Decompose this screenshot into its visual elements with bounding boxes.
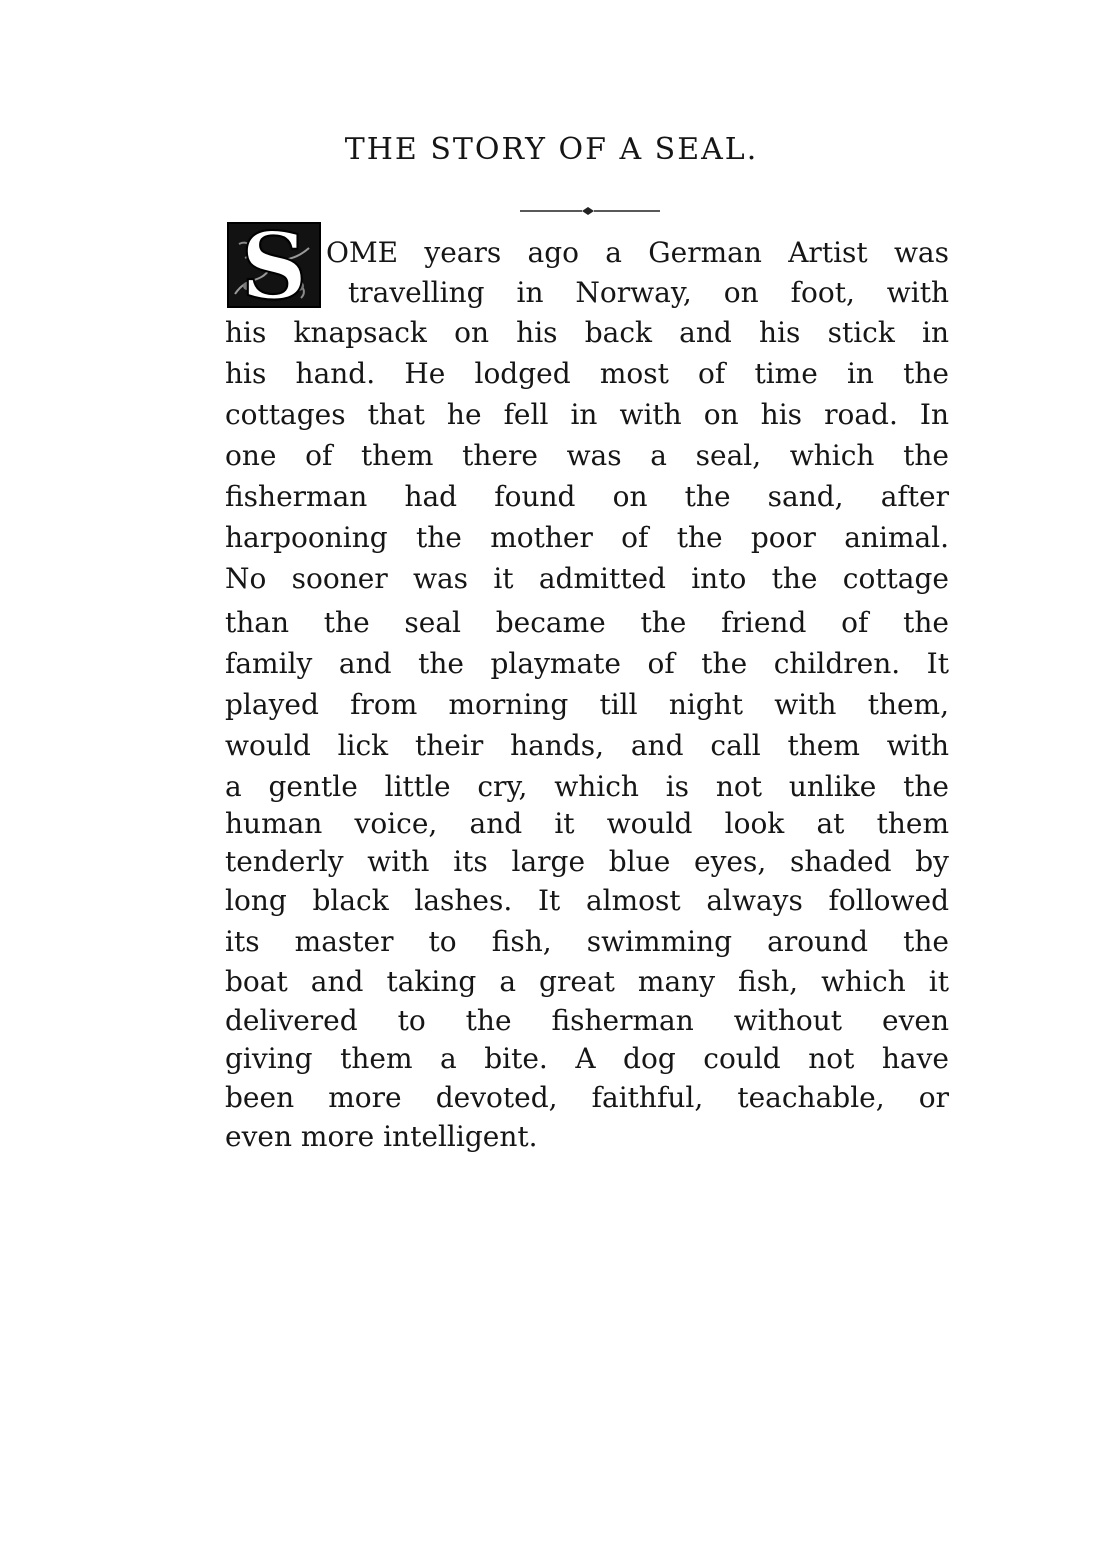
text-line: long black lashes. It almost always followed <box>225 884 949 917</box>
text-line: delivered to the fisherman without even <box>225 1004 949 1037</box>
text-line: one of them there was a seal, which the <box>225 439 949 472</box>
text-line: harpooning the mother of the poor animal. <box>225 521 949 554</box>
drop-cap <box>227 222 321 308</box>
text-line: family and the playmate of the children. It <box>225 647 949 680</box>
text-line: a gentle little cry, which is not unlike the <box>225 770 949 803</box>
text-line: cottages that he fell in with on his road. In <box>225 398 949 431</box>
text-line: his hand. He lodged most of time in the <box>225 357 949 390</box>
text-line: human voice, and it would look at them <box>225 807 949 840</box>
drop-cap-letter: S <box>240 222 308 308</box>
text-line: OME years ago a German Artist was <box>326 236 949 269</box>
text-line: boat and taking a great many fish, which it <box>225 965 949 998</box>
text-line: travelling in Norway, on foot, with <box>348 276 949 309</box>
text-line: his knapsack on his back and his stick in <box>225 316 949 349</box>
divider-ornament-icon <box>520 205 660 217</box>
text-line: fisherman had found on the sand, after <box>225 480 949 513</box>
chapter-title: THE STORY OF A SEAL. <box>344 132 759 167</box>
text-line: giving them a bite. A dog could not have <box>225 1042 949 1075</box>
text-line: than the seal became the friend of the <box>225 606 949 639</box>
text-line: its master to fish, swimming around the <box>225 925 949 958</box>
text-line: been more devoted, faithful, teachable, or <box>225 1081 949 1114</box>
text-line: would lick their hands, and call them with <box>225 729 949 762</box>
text-line: played from morning till night with them, <box>225 688 949 721</box>
text-line: tenderly with its large blue eyes, shaded by <box>225 845 949 878</box>
text-line: No sooner was it admitted into the cottage <box>225 562 949 595</box>
text-line: even more intelligent. <box>225 1120 538 1153</box>
